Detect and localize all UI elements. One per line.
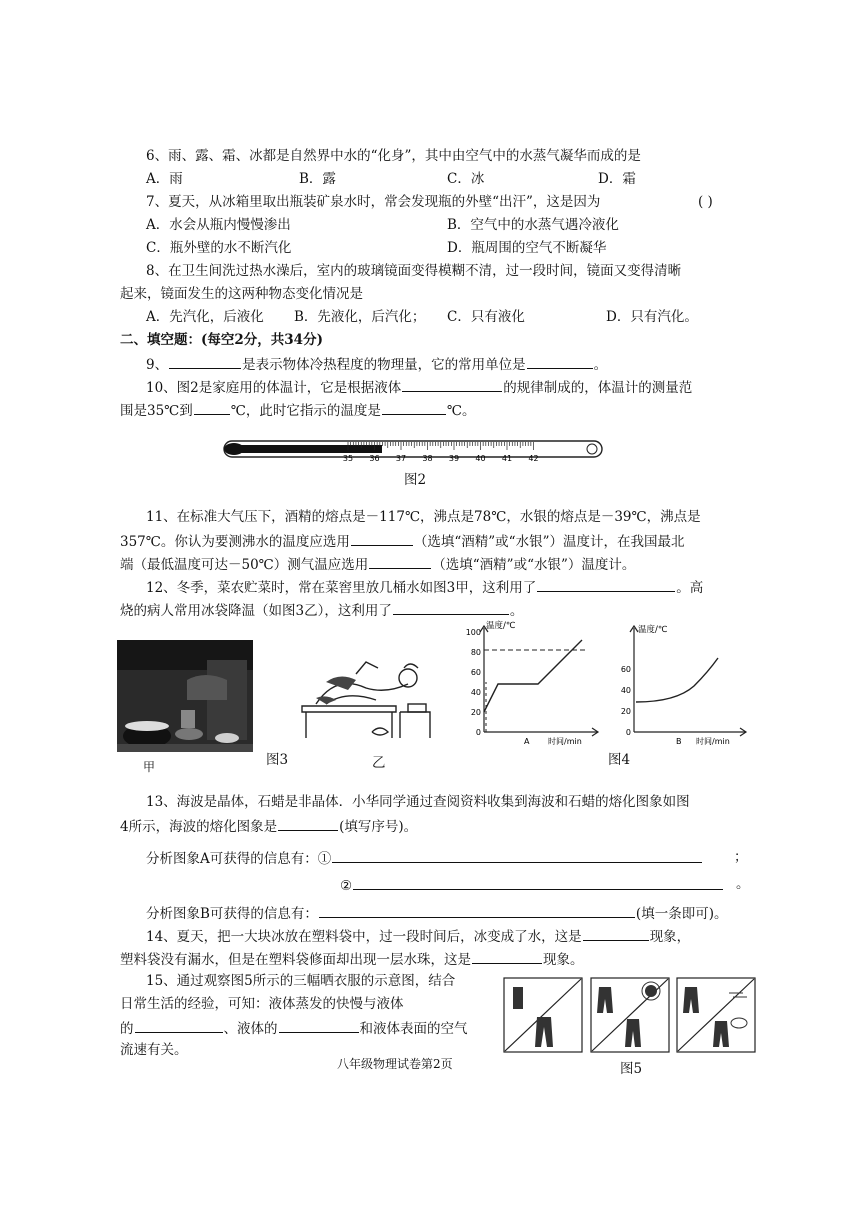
q10-text5: ℃。 <box>446 403 476 419</box>
q13-text2a: 4所示，海波的熔化图象是 <box>120 819 278 835</box>
q14-line2 <box>120 949 584 969</box>
q7-answer-paren: ( ) <box>698 194 713 210</box>
graph-b-xlabel: 时间/min <box>696 737 730 746</box>
graph-y-tick-label: 0 <box>475 728 481 737</box>
q10-line1 <box>146 377 692 397</box>
q12-line2 <box>120 600 523 620</box>
q15-text3c: 和液体表面的空气 <box>359 1021 468 1037</box>
thermometer-mercury <box>234 445 382 453</box>
q15-line1: 15、通过观察图5所示的三幅晒衣服的示意图，结合 <box>146 973 456 989</box>
q15-line3 <box>120 1018 468 1038</box>
q11-line2 <box>120 531 684 551</box>
q6-option-d: D．霜 <box>598 171 636 187</box>
q10-blank-3[interactable] <box>382 400 446 415</box>
q13-analysis-a-text: 分析图象A可获得的信息有：① <box>146 851 332 867</box>
q15-blank-2[interactable] <box>279 1018 359 1033</box>
q13-blank-3[interactable] <box>353 875 723 890</box>
q15-line2: 日常生活的经验，可知：液体蒸发的快慢与液体 <box>120 996 404 1012</box>
graph-y-tick-label: 40 <box>470 688 481 697</box>
thermometer-tick-label: 35 <box>342 454 354 463</box>
q10-text4: ℃，此时它指示的温度是 <box>230 403 381 419</box>
q12-text2b: 。 <box>509 603 524 619</box>
thermometer-tick-label: 36 <box>369 454 380 463</box>
graph-a-xlabel: 时间/min <box>548 737 582 746</box>
q13-line1: 13、海波是晶体，石蜡是非晶体．小华同学通过查阅资料收集到海波和石蜡的熔化图象如图 <box>146 794 690 810</box>
graph-b-name: B <box>676 737 682 746</box>
q9-blank-2[interactable] <box>527 354 593 369</box>
q11-text2a: 357℃。你认为要测沸水的温度应选用 <box>120 534 350 550</box>
graph-b-ylabel: 温度/℃ <box>638 625 668 635</box>
page-footer: 八年级物理试卷第2页 <box>337 1057 453 1071</box>
graph-b-curve <box>636 658 718 702</box>
q12-text1a: 12、冬季，菜农贮菜时，常在菜窖里放几桶水如图3甲，这利用了 <box>146 580 537 596</box>
thermometer-tick-label: 38 <box>422 454 433 463</box>
q14-text1a: 14、夏天，把一大块冰放在塑料袋中，过一段时间后，冰变成了水，这是 <box>146 929 582 945</box>
q10-blank-2[interactable] <box>194 400 230 415</box>
q14-line1 <box>146 926 690 946</box>
q11-blank-1[interactable] <box>351 531 413 546</box>
q11-text3a: 端（最低温度可达－50℃）测气温应选用 <box>120 557 369 573</box>
q7-option-a: A．水会从瓶内慢慢渗出 <box>146 217 291 233</box>
graph-y-tick-label: 40 <box>620 686 631 695</box>
graph-y-tick-label: 60 <box>470 668 481 677</box>
q10-text1: 10、图2是家庭用的体温计，它是根据液体 <box>146 380 402 396</box>
q9-text: 是表示物体冷热程度的物理量，它的常用单位是 <box>242 357 526 373</box>
q8-option-c: C．只有液化 <box>447 309 525 325</box>
q11-blank-2[interactable] <box>369 554 431 569</box>
graph-y-tick-label: 20 <box>620 707 631 716</box>
q6-stem: 6、雨、露、霜、冰都是自然界中水的“化身”，其中由空气中的水蒸气凝华而成的是 <box>146 148 641 164</box>
graph-y-tick-label: 80 <box>470 648 481 657</box>
fig3-label-yi: 乙 <box>372 755 386 771</box>
q13-semicolon: ； <box>734 849 748 865</box>
q11-line1: 11、在标准大气压下，酒精的熔点是－117℃，沸点是78℃，水银的熔点是－39℃，沸点是 <box>146 509 701 525</box>
graph-y-tick-label: 100 <box>465 628 481 637</box>
q14-text2a: 塑料袋没有漏水，但是在塑料袋修面却出现一层水珠，这是 <box>120 952 471 968</box>
q12-blank-1[interactable] <box>537 577 675 592</box>
q13-analysis-a2 <box>340 875 724 895</box>
fig5-caption: 图5 <box>620 1061 643 1077</box>
fig3-label-jia: 甲 <box>143 760 156 774</box>
q8-option-d: D．只有汽化。 <box>606 309 698 325</box>
fig3-caption: 图3 <box>266 752 289 768</box>
q13-analysis-b-end: (填一条即可)。 <box>635 906 728 922</box>
q15-text3b: 、液体的 <box>223 1021 278 1037</box>
q13-line2 <box>120 816 417 836</box>
section-title: 二、填空题：(每空2分，共34分) <box>120 332 323 348</box>
q8-line1: 8、在卫生间洗过热水澡后，室内的玻璃镜面变得模糊不清，过一段时间，镜面又变得清晰 <box>146 263 682 279</box>
q8-option-b: B．先液化，后汽化； <box>294 309 426 325</box>
fig4-graph-a <box>464 620 606 746</box>
q14-text1b: 现象， <box>649 929 691 945</box>
q13-analysis-a <box>146 848 703 868</box>
q13-blank-4[interactable] <box>319 903 635 918</box>
q15-blank-1[interactable] <box>135 1018 223 1033</box>
q11-text3b: （选填“酒精”或“水银”）温度计。 <box>432 557 636 573</box>
thermometer-tick-label: 40 <box>475 454 486 463</box>
q10-text3: 围是35℃到 <box>120 403 193 419</box>
q14-blank-2[interactable] <box>472 949 542 964</box>
thermometer-tick-label: 39 <box>448 454 460 463</box>
q6-option-b: B．露 <box>299 171 336 187</box>
q14-text2b: 现象。 <box>543 952 584 968</box>
q13-period: 。 <box>736 876 750 892</box>
q7-option-c: C．瓶外壁的水不断汽化 <box>146 240 292 256</box>
q10-text2: 的规律制成的，体温计的测量范 <box>503 380 693 396</box>
q13-analysis-b-text: 分析图象B可获得的信息有： <box>146 906 318 922</box>
graph-y-tick-label: 20 <box>470 708 481 717</box>
q7-option-d: D．瓶周围的空气不断凝华 <box>447 240 607 256</box>
q6-option-a: A．雨 <box>146 171 183 187</box>
q13-circle2: ② <box>340 878 353 894</box>
q9-blank-1[interactable] <box>169 354 241 369</box>
thermometer-tick-label: 42 <box>528 454 539 463</box>
q12-text1b: 。高 <box>676 580 704 596</box>
q13-text2b: (填写序号)。 <box>339 819 418 835</box>
q14-blank-1[interactable] <box>583 926 649 941</box>
fig4-caption: 图4 <box>608 752 631 768</box>
q10-blank-1[interactable] <box>402 377 502 392</box>
q9-end: 。 <box>593 357 608 373</box>
graph-a-ylabel: 温度/℃ <box>486 621 516 631</box>
q9 <box>146 354 607 374</box>
thermometer-tick-label: 37 <box>395 454 407 463</box>
q7-stem: 7、夏天，从冰箱里取出瓶装矿泉水时，常会发现瓶的外壁“出汗”，这是因为 <box>146 194 601 210</box>
q13-analysis-b <box>146 903 727 923</box>
fig5-drying-figure <box>503 977 757 1053</box>
q13-blank-2[interactable] <box>332 848 702 863</box>
q12-line1 <box>146 577 703 597</box>
q10-line2 <box>120 400 476 420</box>
fig4-graph-b <box>616 620 752 746</box>
thermometer-figure <box>222 428 606 470</box>
q13-blank-1[interactable] <box>278 816 338 831</box>
fig3-cellar-photo <box>117 640 253 752</box>
graph-a-y-tick-labels <box>466 628 481 737</box>
graph-b-y-tick-labels <box>621 665 631 737</box>
q8-option-a: A．先汽化，后液化 <box>146 309 264 325</box>
graph-y-tick-label: 60 <box>620 665 631 674</box>
q6-option-c: C．冰 <box>447 171 485 187</box>
graph-y-tick-label: 0 <box>625 728 631 737</box>
fig3-patient-drawing <box>296 654 438 744</box>
q11-text2b: （选填“酒精”或“水银”）温度计，在我国最北 <box>413 534 685 550</box>
q12-text2a: 烧的病人常用冰袋降温（如图3乙），这利用了 <box>120 603 392 619</box>
graph-a-name: A <box>524 737 530 746</box>
q9-number: 9、 <box>146 357 169 373</box>
thermometer-tick-label: 41 <box>501 454 513 463</box>
q8-line2: 起来，镜面发生的这两种物态变化情况是 <box>120 286 363 302</box>
q12-blank-2[interactable] <box>393 600 509 615</box>
q15-line4: 流速有关。 <box>120 1042 188 1058</box>
fig2-caption: 图2 <box>404 472 427 488</box>
graph-a-curve <box>484 640 582 712</box>
q15-text3a: 的 <box>120 1021 134 1037</box>
q11-line3 <box>120 554 635 574</box>
q7-option-b: B．空气中的水蒸气遇冷液化 <box>447 217 619 233</box>
